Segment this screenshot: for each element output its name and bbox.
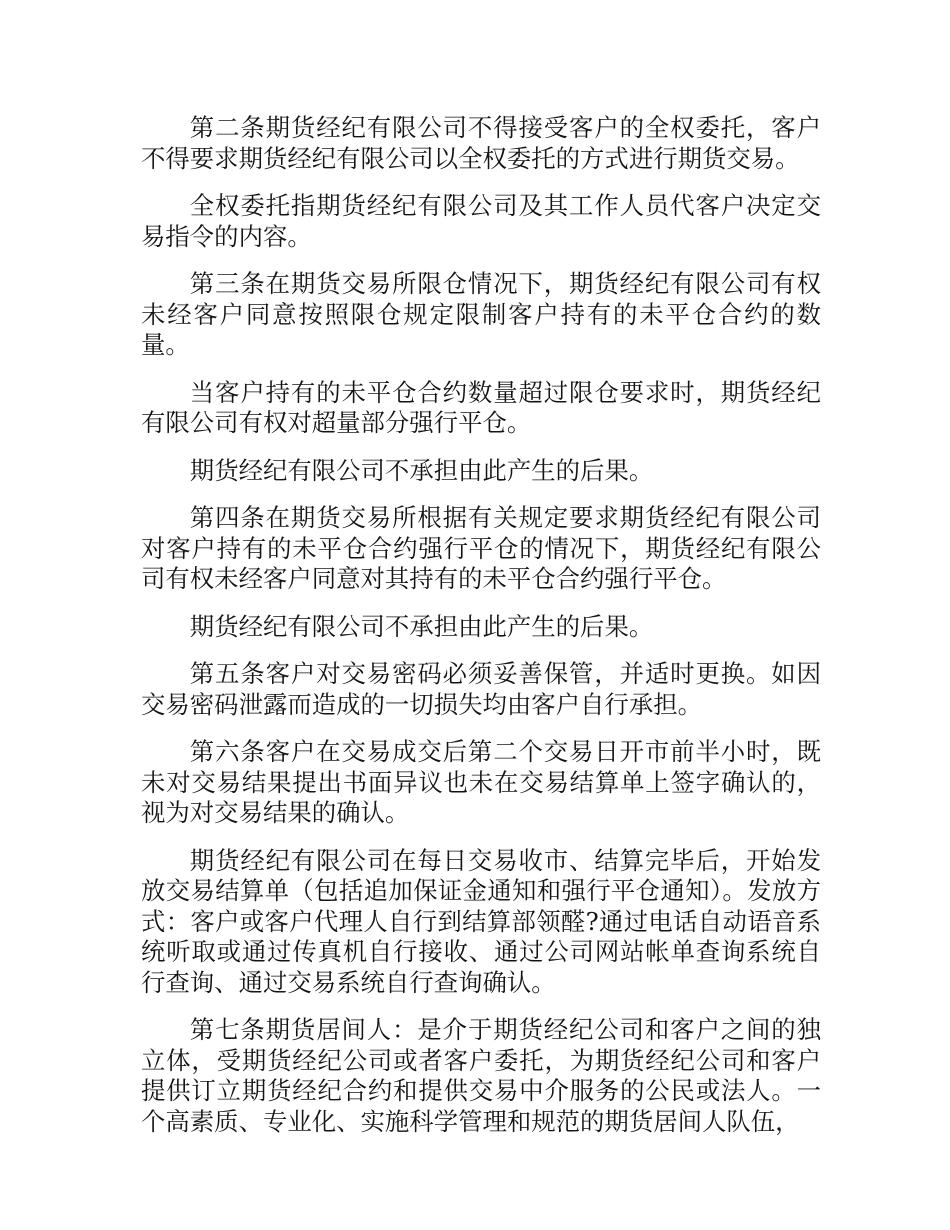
paragraph: 期货经纪有限公司不承担由此产生的后果。 (189, 455, 654, 485)
paragraph: 第三条在期货交易所限仓情况下，期货经纪有限公司有权未经客户同意按照限仓规定限制客户持有的未平仓合约的数量。 (141, 269, 821, 359)
paragraph: 第四条在期货交易所根据有关规定要求期货经纪有限公司对客户持有的未平仓合约强行平仓的情况下，期货经纪有限公司有权未经客户同意对其持有的未平仓合约强行平仓。 (141, 503, 821, 593)
paragraph: 当客户持有的未平仓合约数量超过限仓要求时，期货经纪有限公司有权对超量部分强行平仓。 (141, 377, 821, 437)
paragraph: 全权委托指期货经纪有限公司及其工作人员代客户决定交易指令的内容。 (141, 191, 821, 251)
document-body (141, 113, 821, 1154)
paragraph: 第二条期货经纪有限公司不得接受客户的全权委托，客户不得要求期货经纪有限公司以全权委托的方式进行期货交易。 (141, 113, 821, 173)
paragraph: 期货经纪有限公司不承担由此产生的后果。 (189, 611, 654, 641)
paragraph: 期货经纪有限公司在每日交易收市、结算完毕后，开始发放交易结算单（包括追加保证金通知和强行平仓通知）。发放方式：客户或客户代理人自行到结算部领醛?通过电话自动语音系统听取或通过传真机自行接收、通过公司网站帐单查询系统自行查询、通过交易系统自行查询确认。 (141, 845, 821, 997)
paragraph: 第五条客户对交易密码必须妥善保管，并适时更换。如因交易密码泄露而造成的一切损失均由客户自行承担。 (141, 659, 821, 719)
paragraph: 第七条期货居间人：是介于期货经纪公司和客户之间的独立体，受期货经纪公司或者客户委托，为期货经纪公司和客户提供订立期货经纪合约和提供交易中介服务的公民或法人。一个高素质、专业化、实施科学管理和规范的期货居间人队伍， (141, 1015, 821, 1136)
paragraph: 第六条客户在交易成交后第二个交易日开市前半小时，既未对交易结果提出书面异议也未在交易结算单上签字确认的，视为对交易结果的确认。 (141, 737, 821, 827)
